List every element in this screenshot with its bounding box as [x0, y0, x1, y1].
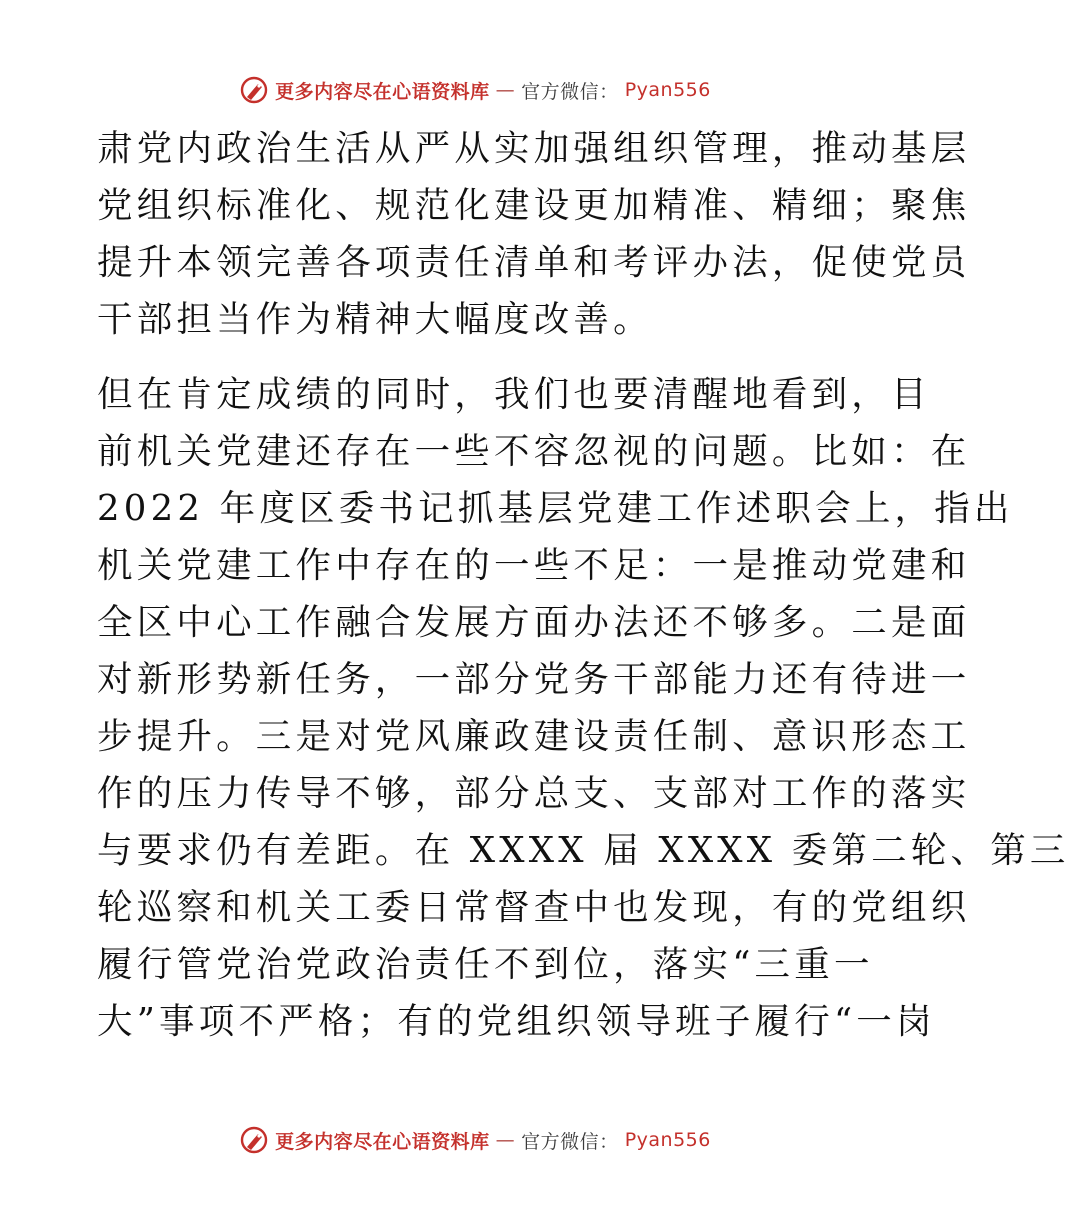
text-line: 大”事项不严格；有的党组织领导班子履行“一岗 [97, 1001, 936, 1042]
paragraph-1 [97, 120, 971, 348]
text-line: 干部担当作为精神大幅度改善。 [97, 299, 653, 340]
watermark-separator: — [495, 1129, 516, 1151]
text-line: 前机关党建还存在一些不容忽视的问题。比如：在 [97, 431, 971, 472]
text-line: 作的压力传导不够，部分总支、支部对工作的落实 [97, 773, 971, 814]
watermark-brand: 更多内容尽在心语资料库 [275, 1130, 490, 1153]
watermark-wechat-label: 官方微信： [521, 80, 619, 103]
text-line: 轮巡察和机关工委日常督查中也发现，有的党组织 [97, 887, 971, 928]
watermark-wechat-id: Pyan556 [624, 79, 711, 101]
text-line: 与要求仍有差距。在 XXXX 届 XXXX 委第二轮、第三 [97, 830, 1070, 871]
text-line: 但在肯定成绩的同时，我们也要清醒地看到，目 [97, 374, 931, 415]
text-line: 全区中心工作融合发展方面办法还不够多。二是面 [97, 602, 971, 643]
text-line: 提升本领完善各项责任清单和考评办法，促使党员 [97, 242, 971, 283]
watermark-wechat-label: 官方微信： [521, 1130, 619, 1153]
paragraph-2 [97, 366, 1070, 1050]
paragraph-gap [97, 348, 852, 366]
footer-watermark [0, 1120, 950, 1160]
header-watermark [0, 70, 950, 110]
watermark-brand: 更多内容尽在心语资料库 [275, 80, 490, 103]
text-line: 2022 年度区委书记抓基层党建工作述职会上，指出 [97, 488, 1014, 529]
text-line: 履行管党治党政治责任不到位，落实“三重一 [97, 944, 874, 985]
text-line: 党组织标准化、规范化建设更加精准、精细；聚焦 [97, 185, 971, 226]
pen-nib-logo-icon [239, 1125, 269, 1155]
text-line: 机关党建工作中存在的一些不足：一是推动党建和 [97, 545, 971, 586]
text-line: 肃党内政治生活从严从实加强组织管理，推动基层 [97, 128, 971, 169]
document-body [97, 120, 1070, 1050]
text-line: 对新形势新任务，一部分党务干部能力还有待进一 [97, 659, 971, 700]
watermark-separator: — [495, 79, 516, 101]
text-line: 步提升。三是对党风廉政建设责任制、意识形态工 [97, 716, 971, 757]
watermark-wechat-id: Pyan556 [624, 1129, 711, 1151]
pen-nib-logo-icon [239, 75, 269, 105]
